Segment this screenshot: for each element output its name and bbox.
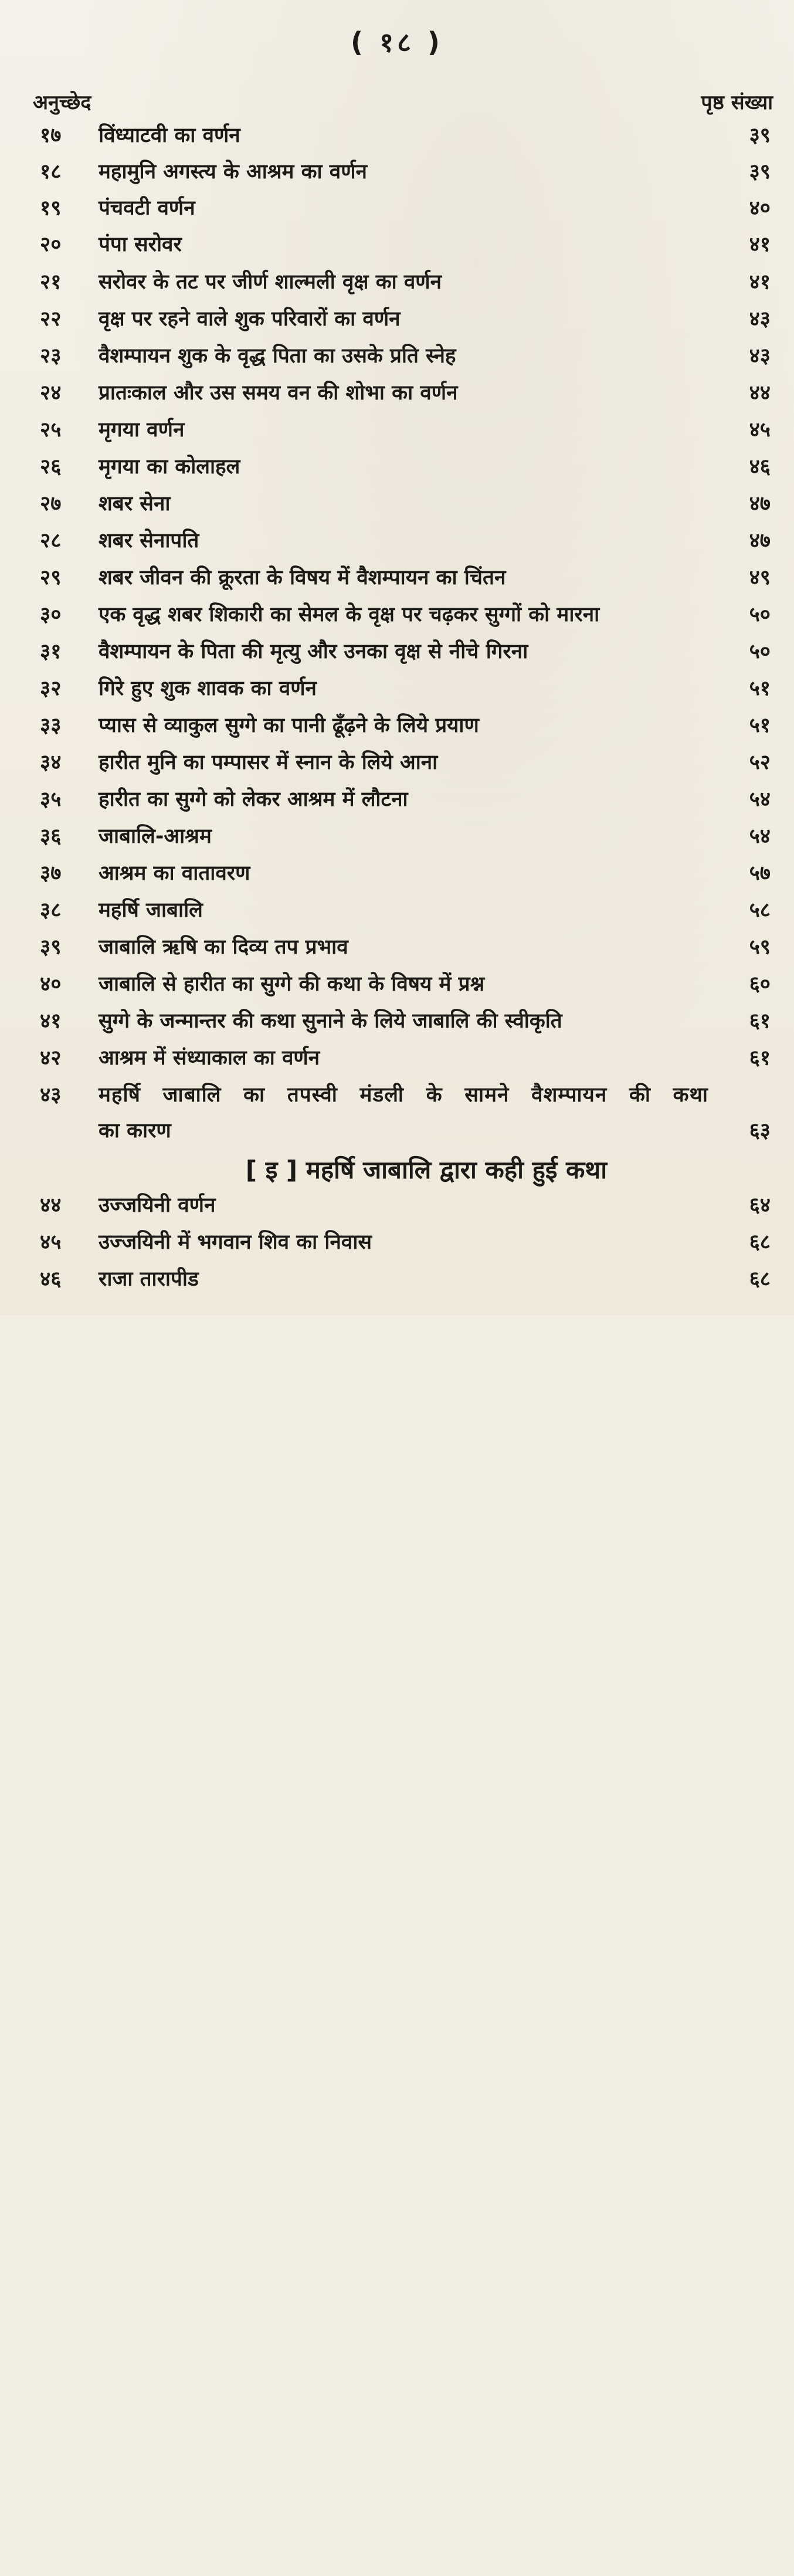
entry-page: ४७ [749,492,771,516]
entry-title: प्रातःकाल और उस समय वन की शोभा का वर्णन [99,381,458,405]
entry-page: ५९ [749,936,771,959]
entry-title: जाबालि से हारीत का सुग्गे की कथा के विषय में प्रश्न [99,972,485,996]
column-header-page: पृष्ठ संख्या [701,91,773,114]
entry-title: पंपा सरोवर [99,233,182,256]
entry-number: ३४ [40,751,62,774]
toc-entry [0,117,794,154]
entry-number: १७ [40,124,62,147]
entry-number: ४१ [40,1009,62,1033]
entry-title: उज्जयिनी में भगवान शिव का निवास [99,1231,372,1254]
entry-title: वैशम्पायन के पिता की मृत्यु और उनका वृक्ष से नीचे गिरना [99,640,528,663]
entry-title: हारीत मुनि का पम्पासर में स्नान के लिये आना [99,751,438,774]
entry-page: ५४ [749,825,771,848]
entry-title: वैशम्पायन शुक के वृद्ध पिता का उसके प्रति स्नेह [99,344,456,368]
entry-title: विंध्याटवी का वर्णन [99,124,240,147]
entry-number: २८ [40,529,62,553]
entry-number: ३७ [40,862,62,885]
entry-title: वृक्ष पर रहने वाले शुक परिवारों का वर्णन [99,307,401,331]
toc-entry [0,744,794,781]
toc-entry-continuation [0,1113,794,1149]
toc-entry [0,190,794,226]
entry-title: आश्रम में संध्याकाल का वर्णन [99,1046,320,1070]
entry-page: ४४ [749,381,771,405]
entry-page: ५० [749,640,771,663]
entry-page: ४९ [749,566,771,589]
entry-number: २७ [40,492,62,516]
entry-title: शबर जीवन की क्रूरता के विषय में वैशम्पायन का चिंतन [99,566,506,589]
entry-number: ३५ [40,788,62,811]
entry-number: २६ [40,455,62,479]
entry-title: महर्षि जाबालि का तपस्वी मंडली के सामने वैशम्पायन की कथा [99,1083,708,1107]
entry-page: ५१ [749,677,771,700]
toc-entry [0,1003,794,1039]
entry-title: उज्जयिनी वर्णन [99,1194,216,1217]
entry-title: शबर सेना [99,492,171,516]
toc-entry [0,670,794,707]
entry-page: ५७ [749,862,771,885]
entry-number: २३ [40,344,62,368]
entry-title: महर्षि जाबालि [99,899,203,922]
column-header-paragraph: अनुच्छेद [33,91,91,114]
entry-page: ५१ [749,714,771,737]
entry-number: ३२ [40,677,62,700]
entry-page: ६० [749,972,771,996]
entry-number: ३९ [40,936,62,959]
entry-title: एक वृद्ध शबर शिकारी का सेमल के वृक्ष पर चढ़कर सुग्गों को मारना [99,603,600,626]
entry-title: आश्रम का वातावरण [99,862,250,885]
entry-page: ६८ [749,1267,771,1291]
toc-entry [0,855,794,892]
entry-title: महामुनि अगस्त्य के आश्रम का वर्णन [99,160,367,184]
entry-title-continuation: का कारण [99,1119,171,1143]
entry-title: शबर सेनापति [99,529,199,553]
entry-title: प्यास से व्याकुल सुग्गे का पानी ढूँढ़ने के लिये प्रयाण [99,714,479,737]
entry-title: पंचवटी वर्णन [99,196,195,220]
toc-entry [0,707,794,744]
toc-entry [0,781,794,818]
entry-number: २१ [40,270,62,294]
entry-number: ४२ [40,1046,62,1070]
entry-page: ५८ [749,899,771,922]
entry-page: ४१ [749,233,771,256]
entry-title: राजा तारापीड [99,1267,199,1291]
entry-page: ६३ [749,1119,771,1143]
entry-page: ६१ [749,1009,771,1033]
section-heading: [ इ ] महर्षि जाबालि द्वारा कही हुई कथा [245,1155,608,1184]
entry-page: ६४ [749,1194,771,1217]
entry-title: सरोवर के तट पर जीर्ण शाल्मली वृक्ष का वर्णन [99,270,442,294]
entry-title: सुग्गे के जन्मान्तर की कथा सुनाने के लिये जाबालि की स्वीकृति [99,1009,562,1033]
toc-entry [0,1187,794,1223]
entry-title: हारीत का सुग्गे को लेकर आश्रम में लौटना [99,788,408,811]
entry-number: २४ [40,381,62,405]
toc-entry [0,1261,794,1297]
toc-entry [0,301,794,337]
entry-number: ४० [40,972,62,996]
toc-entry [0,449,794,485]
toc-entry [0,486,794,522]
toc-entry [0,226,794,263]
entry-title: जाबालि ऋषि का दिव्य तप प्रभाव [99,936,348,959]
entry-title: मृगया वर्णन [99,418,185,442]
entry-number: २२ [40,307,62,331]
entry-page: ५० [749,603,771,626]
entry-number: २० [40,233,62,256]
toc-entry [0,596,794,633]
entry-page: ४७ [749,529,771,553]
toc-entry [0,338,794,374]
toc-entry [0,633,794,670]
toc-entry [0,966,794,1002]
entry-page: ५२ [749,751,771,774]
entry-number: ४३ [40,1083,62,1107]
toc-entry [0,154,794,190]
toc-entry [0,818,794,855]
toc-entry [0,523,794,559]
entry-number: ३३ [40,714,62,737]
toc-entry [0,412,794,448]
entry-number: ३० [40,603,62,626]
page-number: ( १८ ) [351,26,443,58]
entry-title: जाबालि-आश्रम [99,825,212,848]
entry-page: ३९ [749,160,771,184]
entry-number: ३१ [40,640,62,663]
toc-entry [0,1077,794,1113]
entry-page: ५४ [749,788,771,811]
entry-number: ४६ [40,1267,62,1291]
entry-number: १९ [40,196,62,220]
toc-entry [0,1040,794,1076]
entry-page: ४० [749,196,771,220]
entry-title: गिरे हुए शुक शावक का वर्णन [99,677,317,700]
entry-number: ३८ [40,899,62,922]
toc-entry [0,892,794,928]
entry-title: मृगया का कोलाहल [99,455,240,479]
entry-number: ४४ [40,1194,62,1217]
toc-entry [0,929,794,965]
toc-entry [0,264,794,300]
entry-page: ६८ [749,1231,771,1254]
entry-page: ४६ [749,455,771,479]
toc-entry [0,560,794,596]
entry-number: १८ [40,160,62,184]
toc-entry [0,1224,794,1260]
entry-page: ४३ [749,344,771,368]
entry-page: ४१ [749,270,771,294]
entry-number: ४५ [40,1231,62,1254]
entry-number: २५ [40,418,62,442]
entry-page: ४५ [749,418,771,442]
entry-number: ३६ [40,825,62,848]
entry-page: ३९ [749,124,771,147]
entry-page: ४३ [749,307,771,331]
entry-number: २९ [40,566,62,589]
toc-entry [0,375,794,411]
entry-page: ६१ [749,1046,771,1070]
